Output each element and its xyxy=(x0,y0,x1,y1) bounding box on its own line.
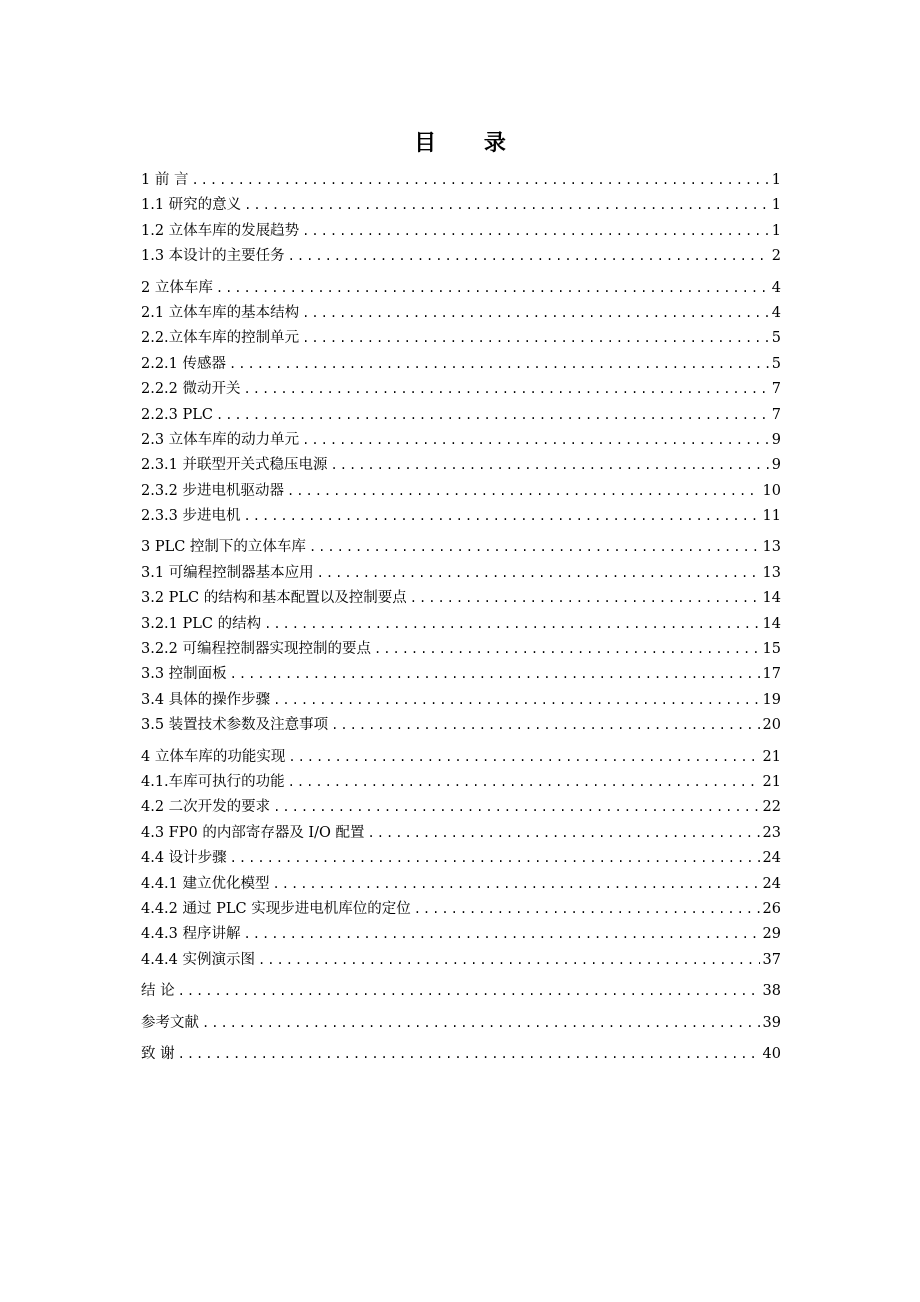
toc-entry[interactable] xyxy=(141,770,781,795)
toc-entry-label: 2.2.3 PLC xyxy=(141,406,213,423)
toc-dot-leader xyxy=(229,352,769,377)
toc-entry[interactable] xyxy=(141,821,781,846)
toc-entry[interactable] xyxy=(141,795,781,820)
toc-entry-page-number: 4 xyxy=(771,279,781,296)
toc-entry-page-number: 10 xyxy=(762,482,781,499)
toc-entry[interactable] xyxy=(141,662,781,687)
toc-entry[interactable] xyxy=(141,688,781,713)
toc-entry-page-number: 38 xyxy=(762,983,781,1000)
toc-dot-leader xyxy=(302,326,769,351)
toc-entry[interactable] xyxy=(141,897,781,922)
toc-dot-leader xyxy=(202,1011,760,1036)
toc-entry-label: 3.2 PLC 的结构和基本配置以及控制要点 xyxy=(141,590,407,607)
toc-dot-leader xyxy=(374,637,760,662)
toc-entry-page-number: 1 xyxy=(771,197,781,214)
toc-entry-page-number: 5 xyxy=(771,330,781,347)
toc-entry[interactable] xyxy=(141,1042,781,1067)
toc-entry[interactable] xyxy=(141,352,781,377)
toc-dot-leader xyxy=(244,504,760,529)
toc-entry-label: 3.5 装置技术参数及注意事项 xyxy=(141,717,329,734)
toc-entry[interactable] xyxy=(141,276,781,301)
toc-entry-page-number: 1 xyxy=(771,172,781,188)
toc-entry-label: 2 立体车库 xyxy=(141,279,213,296)
toc-entry-label: 1.1 研究的意义 xyxy=(141,197,242,214)
toc-entry-label: 4 立体车库的功能实现 xyxy=(141,748,286,765)
toc-entry[interactable] xyxy=(141,979,781,1004)
toc-dot-leader xyxy=(414,897,760,922)
toc-entry-label: 3 PLC 控制下的立体车库 xyxy=(141,539,306,556)
toc-entry-page-number: 21 xyxy=(762,748,781,765)
toc-dot-leader xyxy=(264,612,759,637)
toc-dot-leader xyxy=(230,662,760,687)
toc-entry-page-number: 13 xyxy=(762,564,781,581)
table-of-contents xyxy=(141,168,781,1067)
toc-entry-label: 4.1.车库可执行的功能 xyxy=(141,773,285,790)
toc-entry-page-number: 39 xyxy=(762,1014,781,1031)
toc-dot-leader xyxy=(302,301,769,326)
toc-dot-leader xyxy=(331,713,759,738)
toc-entry[interactable] xyxy=(141,922,781,947)
toc-entry-page-number: 40 xyxy=(762,1045,781,1062)
toc-dot-leader xyxy=(244,193,769,218)
toc-entry-label: 2.2.2 微动开关 xyxy=(141,381,241,398)
toc-entry[interactable] xyxy=(141,745,781,770)
toc-entry[interactable] xyxy=(141,872,781,897)
toc-entry-page-number: 24 xyxy=(762,850,781,867)
toc-entry-label: 2.2.1 传感器 xyxy=(141,355,227,372)
toc-entry[interactable] xyxy=(141,428,781,453)
toc-section xyxy=(141,535,781,738)
toc-dot-leader xyxy=(216,403,769,428)
toc-entry-page-number: 17 xyxy=(762,666,781,683)
toc-entry-label: 参考文献 xyxy=(141,1014,199,1031)
toc-entry-label: 4.4.1 建立优化模型 xyxy=(141,875,270,892)
toc-entry[interactable] xyxy=(141,713,781,738)
toc-entry-label: 4.4.2 通过 PLC 实现步进电机库位的定位 xyxy=(141,900,411,917)
toc-entry[interactable] xyxy=(141,403,781,428)
toc-entry-label: 3.4 具体的操作步骤 xyxy=(141,691,271,708)
toc-entry[interactable] xyxy=(141,193,781,218)
toc-entry[interactable] xyxy=(141,586,781,611)
toc-dot-leader xyxy=(331,453,769,478)
toc-entry-label: 3.2.1 PLC 的结构 xyxy=(141,615,262,632)
toc-dot-leader xyxy=(244,377,769,402)
toc-entry-page-number: 21 xyxy=(762,773,781,790)
toc-dot-leader xyxy=(244,922,760,947)
toc-entry-page-number: 7 xyxy=(771,406,781,423)
toc-entry-page-number: 14 xyxy=(762,590,781,607)
toc-entry-page-number: 9 xyxy=(771,457,781,474)
toc-dot-leader xyxy=(317,561,760,586)
toc-entry-page-number: 14 xyxy=(762,615,781,632)
toc-entry-label: 1.2 立体车库的发展趋势 xyxy=(141,222,300,239)
toc-entry-page-number: 2 xyxy=(771,248,781,265)
toc-entry-label: 2.1 立体车库的基本结构 xyxy=(141,304,300,321)
toc-entry-page-number: 24 xyxy=(762,875,781,892)
toc-entry-label: 3.3 控制面板 xyxy=(141,666,227,683)
toc-dot-leader xyxy=(288,244,769,269)
toc-entry-page-number: 1 xyxy=(771,222,781,239)
toc-entry[interactable] xyxy=(141,612,781,637)
toc-section xyxy=(141,1011,781,1036)
toc-section xyxy=(141,745,781,974)
toc-entry-label: 2.3.2 步进电机驱动器 xyxy=(141,482,285,499)
toc-entry-page-number: 9 xyxy=(771,431,781,448)
toc-dot-leader xyxy=(302,428,769,453)
toc-section xyxy=(141,1042,781,1067)
toc-entry-page-number: 11 xyxy=(762,508,781,525)
toc-entry-label: 4.2 二次开发的要求 xyxy=(141,799,271,816)
toc-entry[interactable] xyxy=(141,535,781,560)
toc-entry[interactable] xyxy=(141,168,781,193)
toc-entry-page-number: 26 xyxy=(762,900,781,917)
toc-section xyxy=(141,168,781,270)
toc-entry[interactable] xyxy=(141,504,781,529)
toc-entry[interactable] xyxy=(141,479,781,504)
toc-entry-page-number: 15 xyxy=(762,641,781,658)
toc-dot-leader xyxy=(410,586,760,611)
toc-dot-leader xyxy=(178,1042,760,1067)
toc-entry[interactable] xyxy=(141,1011,781,1036)
toc-entry-label: 4.4.4 实例演示图 xyxy=(141,951,256,968)
toc-entry-page-number: 19 xyxy=(762,691,781,708)
toc-entry-page-number: 23 xyxy=(762,824,781,841)
toc-dot-leader xyxy=(288,770,760,795)
toc-entry-label: 1 前 言 xyxy=(141,172,189,188)
toc-entry-page-number: 22 xyxy=(762,799,781,816)
toc-dot-leader xyxy=(191,168,768,193)
toc-entry-label: 2.2.立体车库的控制单元 xyxy=(141,330,300,347)
toc-entry-label: 2.3.3 步进电机 xyxy=(141,508,241,525)
toc-entry[interactable] xyxy=(141,453,781,478)
toc-entry[interactable] xyxy=(141,219,781,244)
toc-dot-leader xyxy=(273,872,760,897)
toc-dot-leader xyxy=(287,479,760,504)
toc-entry-label: 4.4.3 程序讲解 xyxy=(141,926,241,943)
toc-section xyxy=(141,979,781,1004)
toc-entry[interactable] xyxy=(141,244,781,269)
toc-entry-label: 致 谢 xyxy=(141,1045,175,1062)
toc-entry[interactable] xyxy=(141,948,781,973)
toc-entry-label: 3.2.2 可编程控制器实现控制的要点 xyxy=(141,641,372,658)
toc-section xyxy=(141,276,781,530)
toc-dot-leader xyxy=(273,688,759,713)
toc-dot-leader xyxy=(309,535,760,560)
toc-dot-leader xyxy=(288,745,759,770)
toc-dot-leader xyxy=(230,846,760,871)
toc-dot-leader xyxy=(273,795,759,820)
toc-entry-page-number: 20 xyxy=(762,717,781,734)
toc-entry[interactable] xyxy=(141,637,781,662)
toc-entry[interactable] xyxy=(141,561,781,586)
toc-entry[interactable] xyxy=(141,377,781,402)
toc-entry-label: 结 论 xyxy=(141,983,175,1000)
toc-entry-page-number: 5 xyxy=(771,355,781,372)
toc-dot-leader xyxy=(216,276,769,301)
toc-entry-label: 1.3 本设计的主要任务 xyxy=(141,248,285,265)
toc-entry-page-number: 37 xyxy=(762,951,781,968)
toc-dot-leader xyxy=(302,219,769,244)
toc-entry[interactable] xyxy=(141,326,781,351)
toc-entry-page-number: 7 xyxy=(771,381,781,398)
toc-entry[interactable] xyxy=(141,846,781,871)
toc-entry-page-number: 29 xyxy=(762,926,781,943)
toc-entry-label: 4.3 FP0 的内部寄存器及 I/O 配置 xyxy=(141,824,365,841)
page-title: 目 录 xyxy=(414,130,526,156)
toc-dot-leader xyxy=(368,821,760,846)
toc-entry-label: 2.3.1 并联型开关式稳压电源 xyxy=(141,457,328,474)
toc-entry-label: 3.1 可编程控制器基本应用 xyxy=(141,564,314,581)
toc-entry-page-number: 4 xyxy=(771,304,781,321)
toc-dot-leader xyxy=(178,979,760,1004)
toc-entry-page-number: 13 xyxy=(762,539,781,556)
toc-entry[interactable] xyxy=(141,301,781,326)
toc-entry-label: 2.3 立体车库的动力单元 xyxy=(141,431,300,448)
toc-entry-label: 4.4 设计步骤 xyxy=(141,850,227,867)
toc-dot-leader xyxy=(258,948,760,973)
